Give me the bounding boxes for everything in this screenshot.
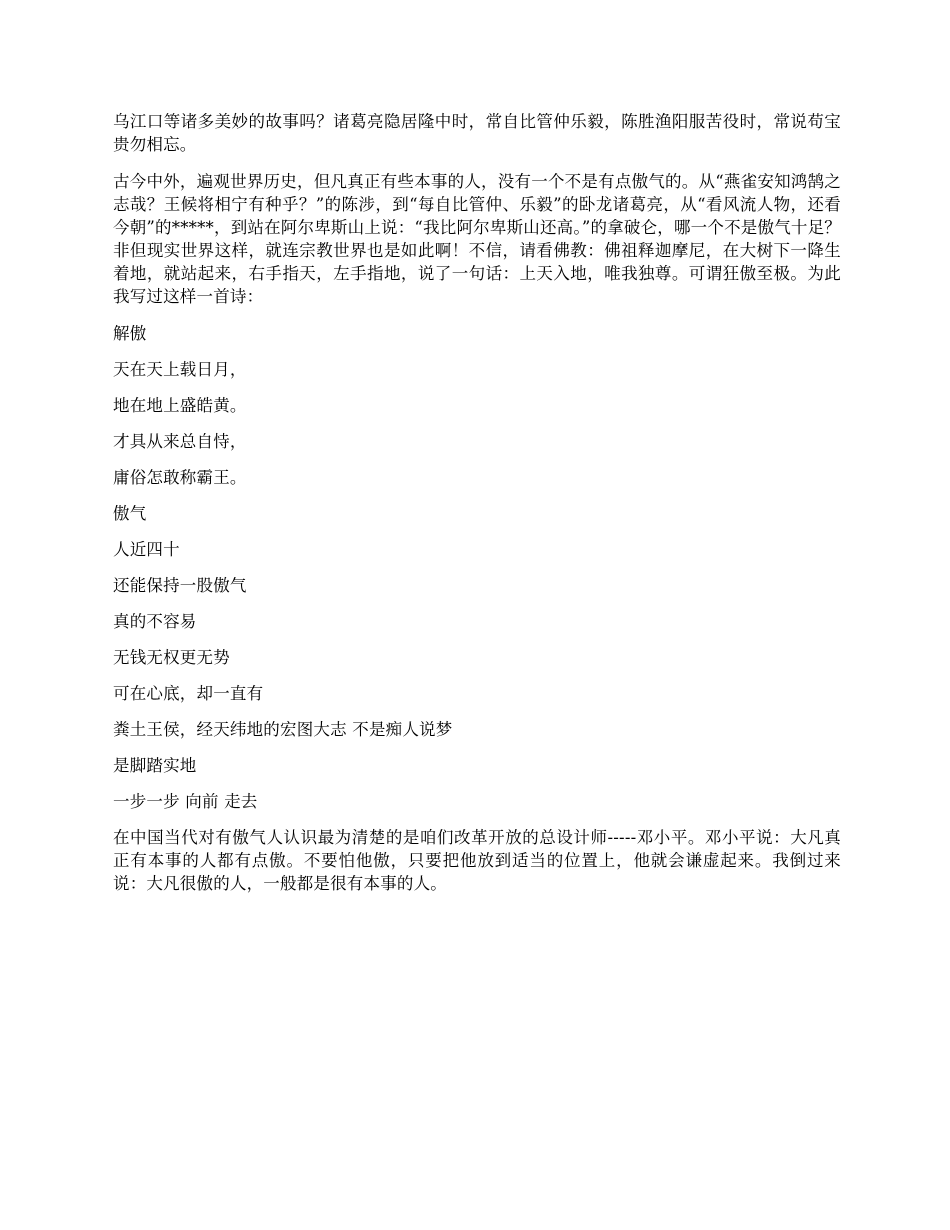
- poem-line: 真的不容易: [113, 612, 197, 631]
- poem-title-jieao: 解傲: [113, 324, 147, 343]
- poem-line: 是脚踏实地: [113, 756, 197, 775]
- poem-title-aoqi: 傲气: [113, 504, 147, 523]
- poem-line: 无钱无权更无势: [113, 648, 230, 667]
- poem-line: 庸俗怎敢称霸王。: [113, 468, 247, 487]
- poem-line: 人近四十: [113, 540, 180, 559]
- poem-line: 地在地上盛皓黄。: [113, 396, 247, 415]
- paragraph-intro: 乌江口等诸多美妙的故事吗？诸葛亮隐居隆中时，常自比管仲乐毅，陈胜渔阳服苦役时，常说苟宝贵勿相忘。: [113, 112, 841, 154]
- poem-line: 粪土王侯，经天纬地的宏图大志 不是痴人说梦: [113, 720, 453, 739]
- document-body: [113, 110, 841, 909]
- poem-line: 一步一步 向前 走去: [113, 792, 258, 811]
- poem-line: 才具从来总自恃，: [113, 432, 247, 451]
- paragraph-closing: 在中国当代对有傲气人认识最为清楚的是咱们改革开放的总设计师-----邓小平。邓小平说：大凡真正有本事的人都有点傲。不要怕他傲，只要把他放到适当的位置上，他就会谦虚起来。我倒过来说：大凡很傲的人，一般都是很有本事的人。: [113, 828, 841, 893]
- poem-line: 天在天上载日月，: [113, 360, 247, 379]
- paragraph-history: 古今中外，遍观世界历史，但凡真正有些本事的人，没有一个不是有点傲气的。从“燕雀安知鸿鹄之志哉？王候将相宁有种乎？”的陈涉，到“每自比管仲、乐毅”的卧龙诸葛亮，从“看风流人物，还看今朝”的*****，到站在阿尔卑斯山上说：“我比阿尔卑斯山还高。”的拿破仑，哪一个不是傲气十足？非但现实世界这样，就连宗教世界也是如此啊！不信，请看佛教：佛祖释迦摩尼，在大树下一降生着地，就站起来，右手指天，左手指地，说了一句话：上天入地，唯我独尊。可谓狂傲至极。为此我写过这样一首诗：: [113, 172, 841, 306]
- poem-line: 还能保持一股傲气: [113, 576, 247, 595]
- poem-line: 可在心底，却一直有: [113, 684, 264, 703]
